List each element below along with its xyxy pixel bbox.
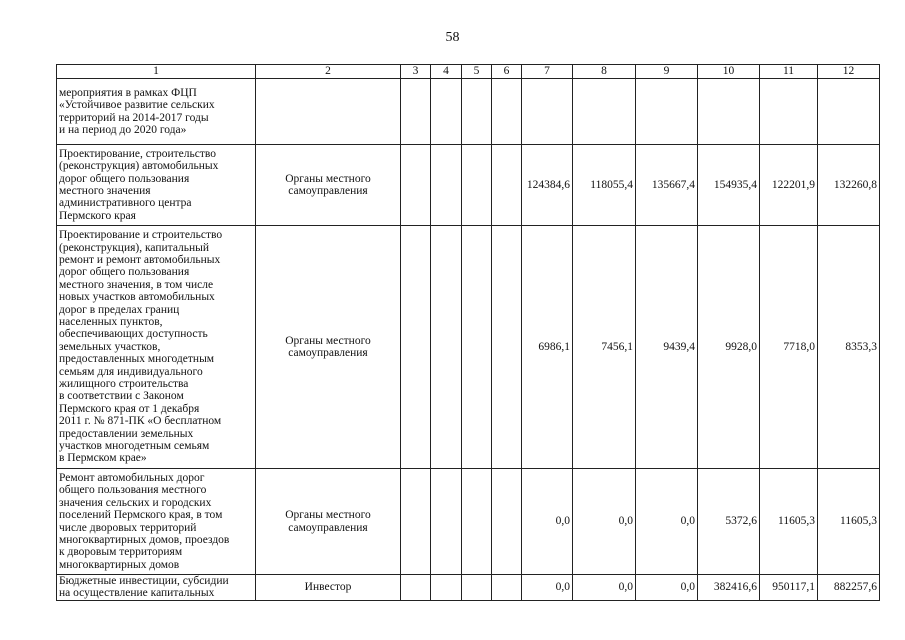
column-header: 6 <box>492 65 522 79</box>
value-cell <box>401 79 431 145</box>
value-cell: 382416,6 <box>698 575 760 601</box>
value-cell: 0,0 <box>573 575 636 601</box>
value-cell <box>401 469 431 575</box>
value-cell: 6986,1 <box>522 226 573 469</box>
value-cell: 9439,4 <box>636 226 698 469</box>
value-cell: 7456,1 <box>573 226 636 469</box>
value-cell <box>522 79 573 145</box>
table-row <box>57 226 880 469</box>
value-cell: 0,0 <box>522 469 573 575</box>
value-cell: 11605,3 <box>760 469 818 575</box>
value-cell: 950117,1 <box>760 575 818 601</box>
value-cell: 0,0 <box>573 469 636 575</box>
executor-cell <box>256 79 401 145</box>
activity-name-cell: Бюджетные инвестиции, субсидии на осуществление капитальных <box>57 575 256 601</box>
table-row <box>57 575 880 601</box>
value-cell <box>431 469 462 575</box>
value-cell <box>818 79 880 145</box>
value-cell: 135667,4 <box>636 145 698 226</box>
activity-name-cell: мероприятия в рамках ФЦП «Устойчивое развитие сельских территорий на 2014-2017 годы и на период до 2020 года» <box>57 79 256 145</box>
value-cell: 0,0 <box>636 575 698 601</box>
value-cell: 8353,3 <box>818 226 880 469</box>
value-cell <box>462 226 492 469</box>
value-cell <box>431 145 462 226</box>
value-cell: 122201,9 <box>760 145 818 226</box>
column-header: 8 <box>573 65 636 79</box>
table-row <box>57 145 880 226</box>
column-header: 10 <box>698 65 760 79</box>
column-header: 5 <box>462 65 492 79</box>
value-cell: 7718,0 <box>760 226 818 469</box>
activity-name-cell: Проектирование и строительство (реконструкция), капитальный ремонт и ремонт автомобильных дорог общего пользования местного значения, в том числе новых участков автомобильных дорог в пределах границ населенных пунктов, обеспечивающих доступность земельных участков, предоставленных многодетным семьям для индивидуального жилищного строительства в соответствии с Законом Пермского края от 1 декабря 2011 г. № 871-ПК «О бесплатном предоставлении земельных участков многодетным семьям в Пермском крае» <box>57 226 256 469</box>
activity-name-cell: Проектирование, строительство (реконструкция) автомобильных дорог общего пользования местного значения административного центра Пермского края <box>57 145 256 226</box>
value-cell <box>401 575 431 601</box>
value-cell: 9928,0 <box>698 226 760 469</box>
column-header: 7 <box>522 65 573 79</box>
column-header: 2 <box>256 65 401 79</box>
value-cell <box>431 79 462 145</box>
value-cell: 0,0 <box>636 469 698 575</box>
value-cell <box>492 79 522 145</box>
executor-cell: Инвестор <box>256 575 401 601</box>
value-cell <box>636 79 698 145</box>
value-cell <box>431 575 462 601</box>
value-cell: 132260,8 <box>818 145 880 226</box>
value-cell <box>492 469 522 575</box>
column-header: 4 <box>431 65 462 79</box>
table-row <box>57 469 880 575</box>
activity-name-cell: Ремонт автомобильных дорог общего пользования местного значения сельских и городских поселений Пермского края, в том числе дворовых территорий многоквартирных домов, проездов к дворовым территориям многоквартирных домов <box>57 469 256 575</box>
value-cell: 5372,6 <box>698 469 760 575</box>
value-cell <box>760 79 818 145</box>
column-header: 1 <box>57 65 256 79</box>
header-row <box>57 65 880 79</box>
value-cell: 154935,4 <box>698 145 760 226</box>
value-cell: 882257,6 <box>818 575 880 601</box>
executor-cell: Органы местного самоуправления <box>256 145 401 226</box>
value-cell <box>401 145 431 226</box>
value-cell <box>492 575 522 601</box>
value-cell: 118055,4 <box>573 145 636 226</box>
column-header: 3 <box>401 65 431 79</box>
value-cell <box>698 79 760 145</box>
table-row <box>57 79 880 145</box>
value-cell <box>462 79 492 145</box>
value-cell: 124384,6 <box>522 145 573 226</box>
value-cell: 11605,3 <box>818 469 880 575</box>
value-cell <box>462 145 492 226</box>
value-cell <box>462 469 492 575</box>
value-cell <box>401 226 431 469</box>
budget-table <box>56 64 880 601</box>
page-number: 58 <box>445 30 460 45</box>
value-cell <box>492 145 522 226</box>
column-header: 9 <box>636 65 698 79</box>
column-header: 11 <box>760 65 818 79</box>
executor-cell: Органы местного самоуправления <box>256 469 401 575</box>
executor-cell: Органы местного самоуправления <box>256 226 401 469</box>
value-cell <box>492 226 522 469</box>
column-header: 12 <box>818 65 880 79</box>
value-cell <box>431 226 462 469</box>
value-cell: 0,0 <box>522 575 573 601</box>
value-cell <box>573 79 636 145</box>
value-cell <box>462 575 492 601</box>
